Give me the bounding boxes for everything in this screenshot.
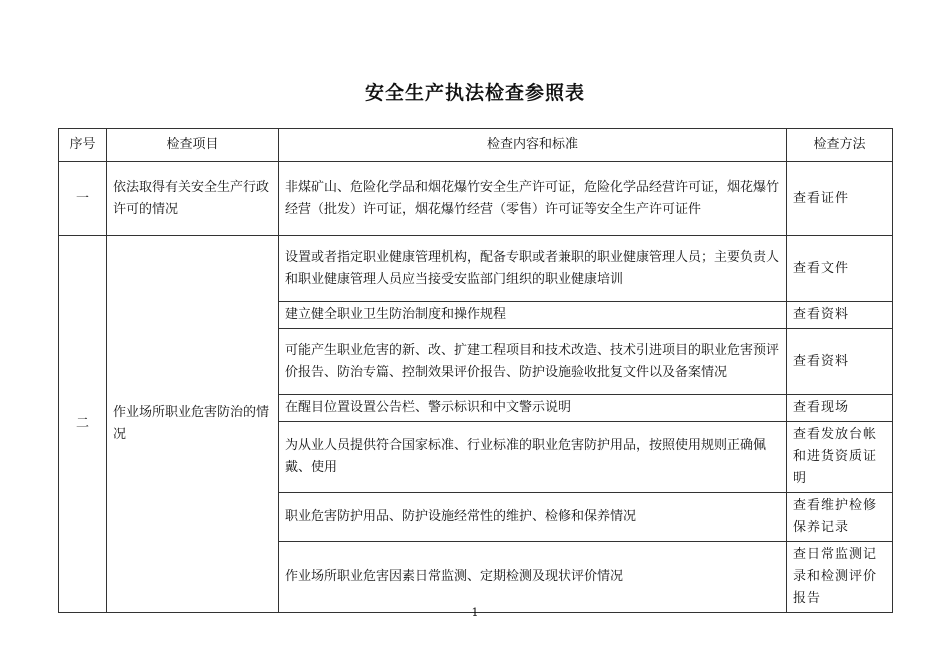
table-row (59, 162, 893, 236)
row-method: 查看维护检修保养记录 (787, 493, 893, 542)
table-row (59, 236, 893, 302)
header-item: 检查项目 (107, 129, 279, 162)
row-method: 查看发放台帐和进货资质证明 (787, 422, 893, 493)
header-content: 检查内容和标准 (279, 129, 787, 162)
section-seq: 二 (59, 236, 107, 613)
row-content: 作业场所职业危害因素日常监测、定期检测及现状评价情况 (279, 542, 787, 613)
row-method: 查看资料 (787, 302, 893, 329)
row-content: 可能产生职业危害的新、改、扩建工程项目和技术改造、技术引进项目的职业危害预评价报告、防治专篇、控制效果评价报告、防护设施验收批复文件以及备案情况 (279, 329, 787, 395)
row-method: 查看资料 (787, 329, 893, 395)
page-title: 安全生产执法检查参照表 (364, 82, 585, 104)
row-method: 查看现场 (787, 395, 893, 422)
section-item: 作业场所职业危害防治的情况 (107, 236, 279, 613)
row-method: 查日常监测记录和检测评价报告 (787, 542, 893, 613)
table-header-row (59, 129, 893, 162)
row-content: 设置或者指定职业健康管理机构，配备专职或者兼职的职业健康管理人员；主要负责人和职业健康管理人员应当接受安监部门组织的职业健康培训 (279, 236, 787, 302)
row-method: 查看文件 (787, 236, 893, 302)
row-content: 在醒目位置设置公告栏、警示标识和中文警示说明 (279, 395, 787, 422)
page-number: 1 (471, 606, 479, 619)
inspection-table (58, 128, 893, 613)
row-content: 为从业人员提供符合国家标准、行业标准的职业危害防护用品，按照使用规则正确佩戴、使用 (279, 422, 787, 493)
row-content: 非煤矿山、危险化学品和烟花爆竹安全生产许可证，危险化学品经营许可证，烟花爆竹经营（批发）许可证，烟花爆竹经营（零售）许可证等安全生产许可证件 (279, 162, 787, 236)
row-content: 建立健全职业卫生防治制度和操作规程 (279, 302, 787, 329)
row-content: 职业危害防护用品、防护设施经常性的维护、检修和保养情况 (279, 493, 787, 542)
header-method: 检查方法 (787, 129, 893, 162)
section-item: 依法取得有关安全生产行政许可的情况 (107, 162, 279, 236)
row-method: 查看证件 (787, 162, 893, 236)
section-seq: 一 (59, 162, 107, 236)
header-seq: 序号 (59, 129, 107, 162)
